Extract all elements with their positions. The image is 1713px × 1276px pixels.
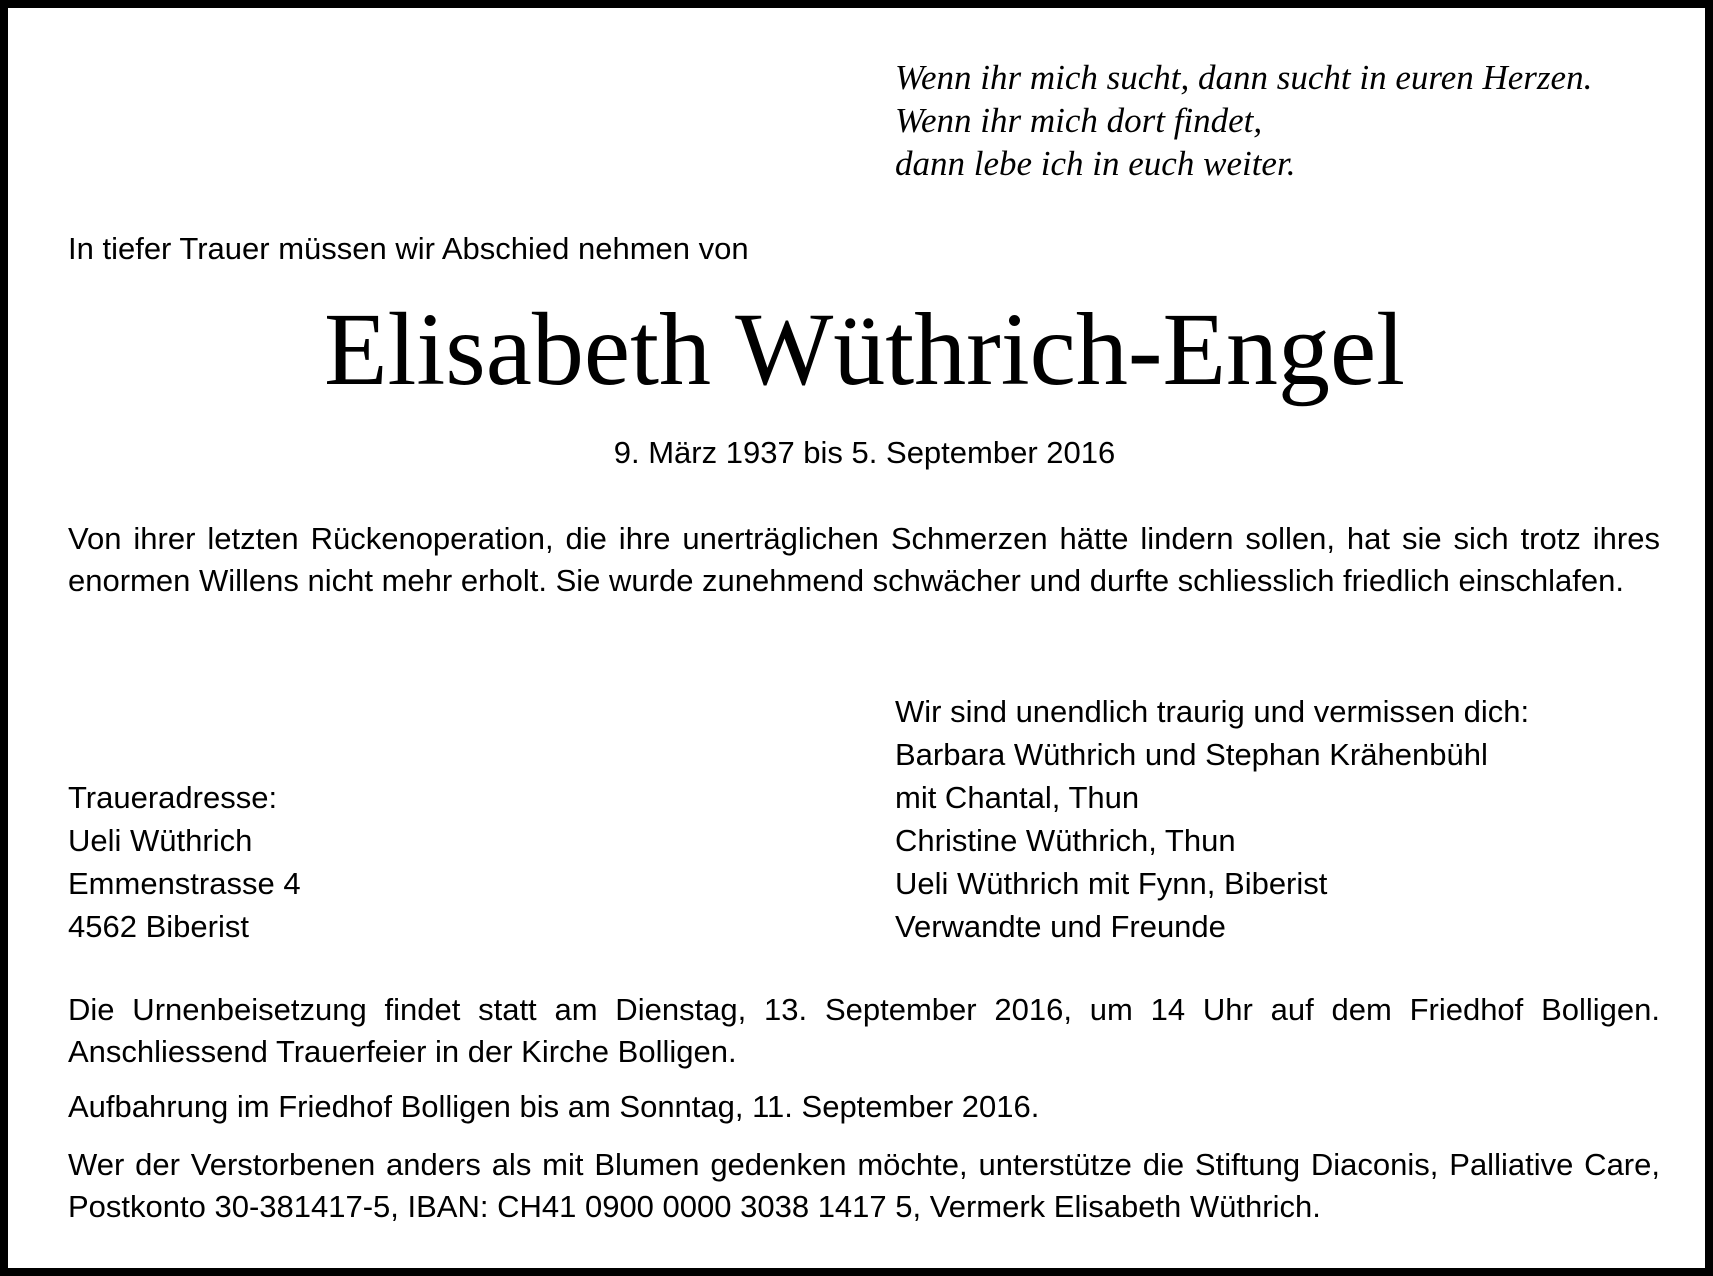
circumstances-paragraph: Von ihrer letzten Rückenoperation, die ihre unerträglichen Schmerzen hätte lindern sollen, hat sie sich trotz ihres enormen Willens nicht mehr erholt. Sie wurde zunehmend schwächer und durfte schliesslich friedlich einschlafen. — [68, 521, 1660, 598]
quote-line: Wenn ihr mich sucht, dann sucht in euren Herzen. — [895, 58, 1593, 97]
address-line: 4562 Biberist — [68, 909, 249, 944]
mourner-line: Ueli Wüthrich mit Fynn, Biberist — [895, 866, 1328, 901]
mourner-line: Christine Wüthrich, Thun — [895, 823, 1236, 858]
quote-line: dann lebe ich in euch weiter. — [895, 144, 1296, 183]
intro-text: In tiefer Trauer müssen wir Abschied nehmen von — [68, 231, 749, 266]
donation-paragraph: Wer der Verstorbenen anders als mit Blumen gedenken möchte, unterstütze die Stiftung Diaconis, Palliative Care, Postkonto 30-381417-5, IBAN: CH41 0900 0000 3038 1417 5, Vermerk Elisabeth Wüthrich. — [68, 1147, 1660, 1224]
mourner-line: Barbara Wüthrich und Stephan Krähenbühl — [895, 737, 1488, 772]
mourner-line: mit Chantal, Thun — [895, 780, 1140, 815]
memorial-quote — [895, 56, 1592, 185]
mourners-heading: Wir sind unendlich traurig und vermissen dich: — [895, 694, 1530, 729]
mourning-address — [68, 776, 301, 948]
address-line: Ueli Wüthrich — [68, 823, 253, 858]
viewing-paragraph: Aufbahrung im Friedhof Bolligen bis am Sonntag, 11. September 2016. — [68, 1089, 1040, 1124]
address-label: Traueradresse: — [68, 780, 278, 815]
life-dates: 9. März 1937 bis 5. September 2016 — [613, 435, 1116, 470]
deceased-name: Elisabeth Wüthrich-Engel — [323, 292, 1406, 407]
quote-line: Wenn ihr mich dort findet, — [895, 101, 1263, 140]
address-line: Emmenstrasse 4 — [68, 866, 301, 901]
burial-paragraph: Die Urnenbeisetzung findet statt am Dienstag, 13. September 2016, um 14 Uhr auf dem Friedhof Bolligen. Anschliessend Trauerfeier in der Kirche Bolligen. — [68, 992, 1660, 1069]
mourners-block — [895, 690, 1529, 948]
mourner-line: Verwandte und Freunde — [895, 909, 1226, 944]
